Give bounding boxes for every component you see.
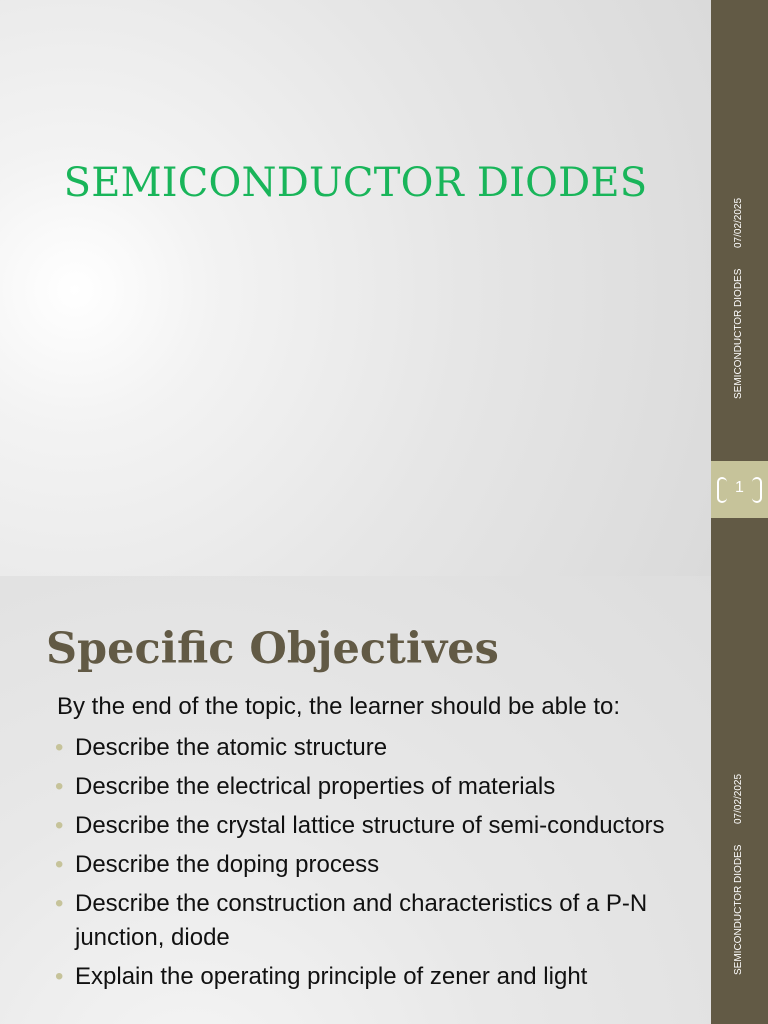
slide-date: 07/02/2025 <box>733 197 744 248</box>
slide-footer: SEMICONDUCTOR DIODES <box>733 844 744 975</box>
objective-item <box>55 731 675 765</box>
page-number: 1 <box>735 479 744 496</box>
objectives-list <box>55 731 675 999</box>
objective-item <box>55 848 675 882</box>
objectives-slide <box>0 576 768 1024</box>
objective-text: Describe the construction and characteristics of a P-N junction, diode <box>75 890 648 951</box>
objective-text: Describe the electrical properties of materials <box>75 773 556 800</box>
objective-text: Describe the doping process <box>75 851 380 878</box>
bullet-icon: • <box>55 812 64 839</box>
page-bracket-right <box>752 477 762 503</box>
objective-item <box>55 809 675 843</box>
objective-text: Describe the crystal lattice structure of semi-conductors <box>75 812 665 839</box>
objective-item <box>55 770 675 804</box>
bullet-icon: • <box>55 734 64 761</box>
slide-title: SEMICONDUCTOR DIODES <box>63 160 648 206</box>
objective-item <box>55 887 675 955</box>
objectives-title: Specific Objectives <box>46 624 499 674</box>
page-number-tab <box>711 461 768 518</box>
bullet-icon: • <box>55 890 64 917</box>
slide-date: 07/02/2025 <box>733 773 744 824</box>
bullet-icon: • <box>55 851 64 878</box>
objectives-intro: By the end of the topic, the learner should be able to: <box>57 693 621 720</box>
bullet-icon: • <box>55 963 64 990</box>
objective-text: Explain the operating principle of zener and light <box>75 963 588 990</box>
bullet-icon: • <box>55 773 64 800</box>
objective-item <box>55 960 675 994</box>
slide-footer: SEMICONDUCTOR DIODES <box>733 268 744 399</box>
objective-text: Describe the atomic structure <box>75 734 388 761</box>
